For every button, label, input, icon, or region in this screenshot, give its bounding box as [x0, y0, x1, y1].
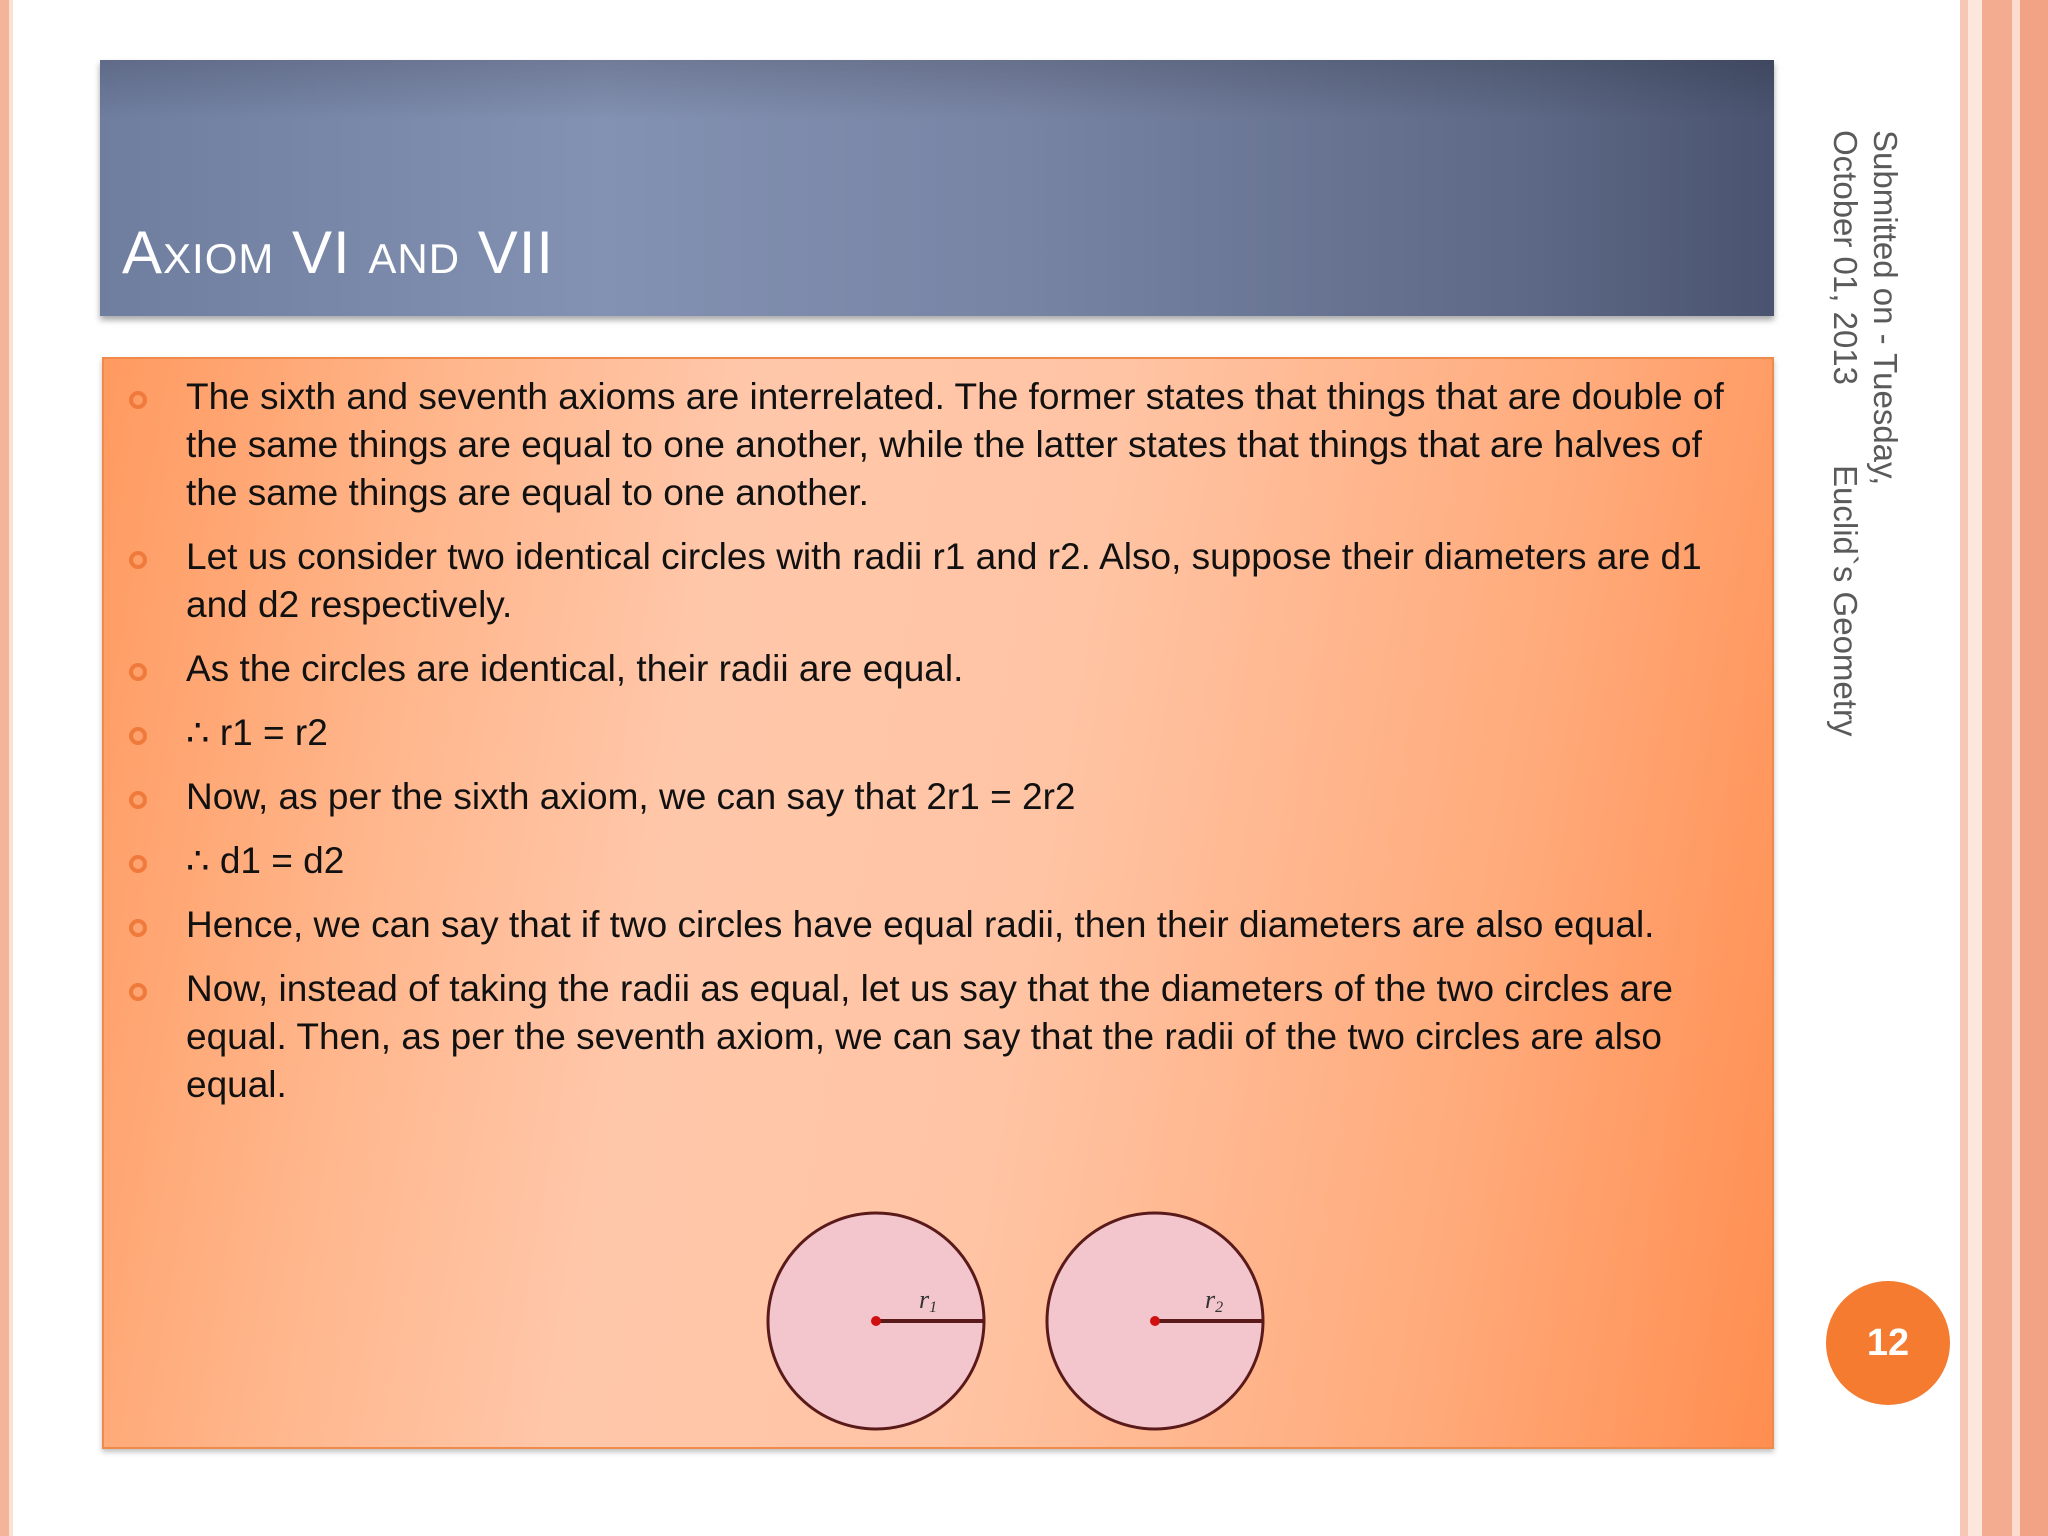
bullet-item — [104, 709, 1772, 757]
circle-one — [768, 1213, 984, 1429]
slide-title: Axiom VI and VII — [122, 219, 555, 286]
bullet-text: ∴ r1 = r2 — [186, 712, 328, 753]
ring-bullet-icon — [129, 919, 147, 937]
bullet-item — [104, 901, 1772, 949]
ring-bullet-icon — [129, 855, 147, 873]
ring-bullet-icon — [129, 791, 147, 809]
bullet-text: The sixth and seventh axioms are interrelated. The former states that things that are double of the same things are equal to one another, while the latter states that things that are halves of the same things are equal to one another. — [186, 376, 1724, 513]
radius-label-r2: r2 — [1205, 1285, 1224, 1316]
radius-label-r1: r1 — [919, 1285, 938, 1316]
circle-two — [1047, 1213, 1263, 1429]
footer-topic: Euclid`s Geometry — [1827, 465, 1864, 737]
ring-bullet-icon — [129, 551, 147, 569]
right-border-stripe-5 — [2020, 0, 2048, 1536]
ring-bullet-icon — [129, 727, 147, 745]
bullet-text: ∴ d1 = d2 — [186, 840, 345, 881]
right-border-stripe-2 — [1968, 0, 1982, 1536]
bullet-text: As the circles are identical, their radii are equal. — [186, 648, 964, 689]
bullet-list — [104, 359, 1772, 1125]
ring-bullet-icon — [129, 983, 147, 1001]
ring-bullet-icon — [129, 663, 147, 681]
bullet-item — [104, 533, 1772, 629]
ring-bullet-icon — [129, 391, 147, 409]
right-border-stripe-4 — [2012, 0, 2020, 1536]
right-border-stripe-3 — [1982, 0, 2012, 1536]
bullet-text: Hence, we can say that if two circles have equal radii, then their diameters are also equal. — [186, 904, 1655, 945]
bullet-item — [104, 965, 1772, 1109]
bullet-text: Now, instead of taking the radii as equal, let us say that the diameters of the two circles are equal. Then, as per the seventh axiom, we can say that the radii of the two circles are also equal. — [186, 968, 1673, 1105]
vertical-footer — [1825, 130, 1905, 736]
bullet-item — [104, 837, 1772, 885]
bullet-item — [104, 373, 1772, 517]
footer-date: October 01, 2013 — [1827, 130, 1864, 386]
page-number-badge: 12 — [1826, 1281, 1950, 1405]
left-border-stripe-inner — [9, 0, 13, 1536]
left-border-stripe — [0, 0, 9, 1536]
bullet-item — [104, 773, 1772, 821]
bullet-item — [104, 645, 1772, 693]
footer-submitted: Submitted on - Tuesday, — [1867, 130, 1904, 486]
bullet-text: Now, as per the sixth axiom, we can say that 2r1 = 2r2 — [186, 776, 1076, 817]
bullet-text: Let us consider two identical circles with radii r1 and r2. Also, suppose their diameters are d1 and d2 respectively. — [186, 536, 1702, 625]
two-circles-figure — [763, 1208, 1268, 1433]
right-border-stripe-1 — [1960, 0, 1968, 1536]
